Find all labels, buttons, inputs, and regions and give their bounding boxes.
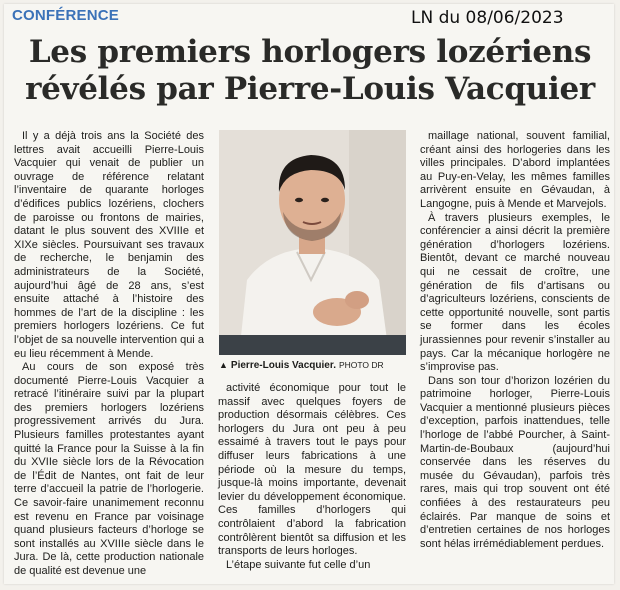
- photo-credit: PHOTO DR: [338, 360, 384, 370]
- caption-triangle-icon: ▲: [219, 360, 228, 370]
- article-paragraph: Il y a déjà trois ans la Société des lettres avait accueilli Pierre-Louis Vacquier qui venait de publier un ouvrage de référence relatant l’inventaire de quarante horloges d’édifices publics lozériens, clochers de paroisse ou frontons de mairies, datant le plus souvent des XVIIIe et XIXe siècles. Poursuivant ses travaux de recherche, le benjamin des administrateurs de la Société, aujourd’hui âgé de 28 ans, s’est ensuite attaché à l’histoire des hommes de l’art de la discipline : les premiers horlogers lozériens. Ce fut l’objet de sa nouvelle intervention qui a eu lieu récemment à Mende.: [14, 130, 204, 360]
- section-rubric: CONFÉRENCE: [12, 7, 120, 24]
- article-paragraph: activité économique pour tout le massif avec quelques foyers de production désormais célèbres. Ces horlogers du Jura ont peu à peu essaimé à travers tout le pays pour diffuser leurs fabrications à une période où la mesure du temps, jusque-là moins importante, devenait levier du développement économique. Ces familles d’horlogers qui contrôlaient d’abord la fabrication contrôlèrent bientôt sa diffusion et les transports de leurs horloges.: [218, 382, 406, 558]
- portrait-illustration: [219, 130, 406, 355]
- portrait-photo: [219, 130, 406, 355]
- article-paragraph: maillage national, souvent familial, créant ainsi des horlogeries dans les villes principales. D’abord implantées au Puy-en-Velay, les mêmes familles arrivèrent ensuite en Gévaudan, à Langogne, puis à Mende et Marvejols.: [420, 130, 610, 210]
- article-paragraph: Au cours de son exposé très documenté Pierre-Louis Vacquier a retracé l’itinéraire suivi par la plupart des premiers horlogers lozériens progressivement arrivés du Jura. Plusieurs familles protestantes ayant quitté la France pour la Suisse à la fin du XVIIe siècle lors de la Révocation de l’Édit de Nantes, ont fait de leur terre d’accueil la patrie de l’horlogerie. Ce savoir-faire unanimement reconnu est revenu en France par voisinage quand plusieurs facteurs d’horloge se sont installés au XVIIIe siècle dans le Jura. De là, cette production nationale de qualité est devenue une: [14, 361, 204, 577]
- article-paragraph: À travers plusieurs exemples, le conférencier a ainsi décrit la première génération d’horlogers lozériens. Bientôt, devant ce marché nouveau qui ne cessait de croître, une génération de fils d’artisans ou d’agriculteurs lozériens, conscients de cette opportunité nouvelle, sont partis se former dans les écoles jurassiennes pour revenir s’installer au pays. Car la mécanique horlogère ne s’improvise pas.: [420, 211, 610, 374]
- article-headline: Les premiers horlogers lozériens révélés par Pierre-Louis Vacquier: [25, 34, 595, 107]
- article-paragraph: Dans son tour d’horizon lozérien du patrimoine horloger, Pierre-Louis Vacquier a mentionné plusieurs pièces d’exception, parfois inattendues, telle l’horloge de l’abbé Pourcher, à Saint-Martin-de-Boubaux (aujourd’hui conservée dans les réserves du musée du Gévaudan), parfois très rares, mais qui trop souvent ont été confiées à des restaurateurs peu éclairés. Par manque de soins et d’entretien certaines de nos horloges sont hélas irrémédiablement perdues.: [420, 374, 610, 550]
- article-paragraph: L’étape suivante fut celle d’un: [226, 558, 371, 571]
- photo-caption: [219, 360, 409, 371]
- article-column-2: [218, 382, 406, 572]
- article-column-1: [14, 130, 204, 579]
- caption-name: Pierre-Louis Vacquier.: [230, 360, 336, 371]
- article-column-3: [420, 130, 610, 551]
- handwritten-date-note: LN du 08/06/2023: [411, 8, 564, 28]
